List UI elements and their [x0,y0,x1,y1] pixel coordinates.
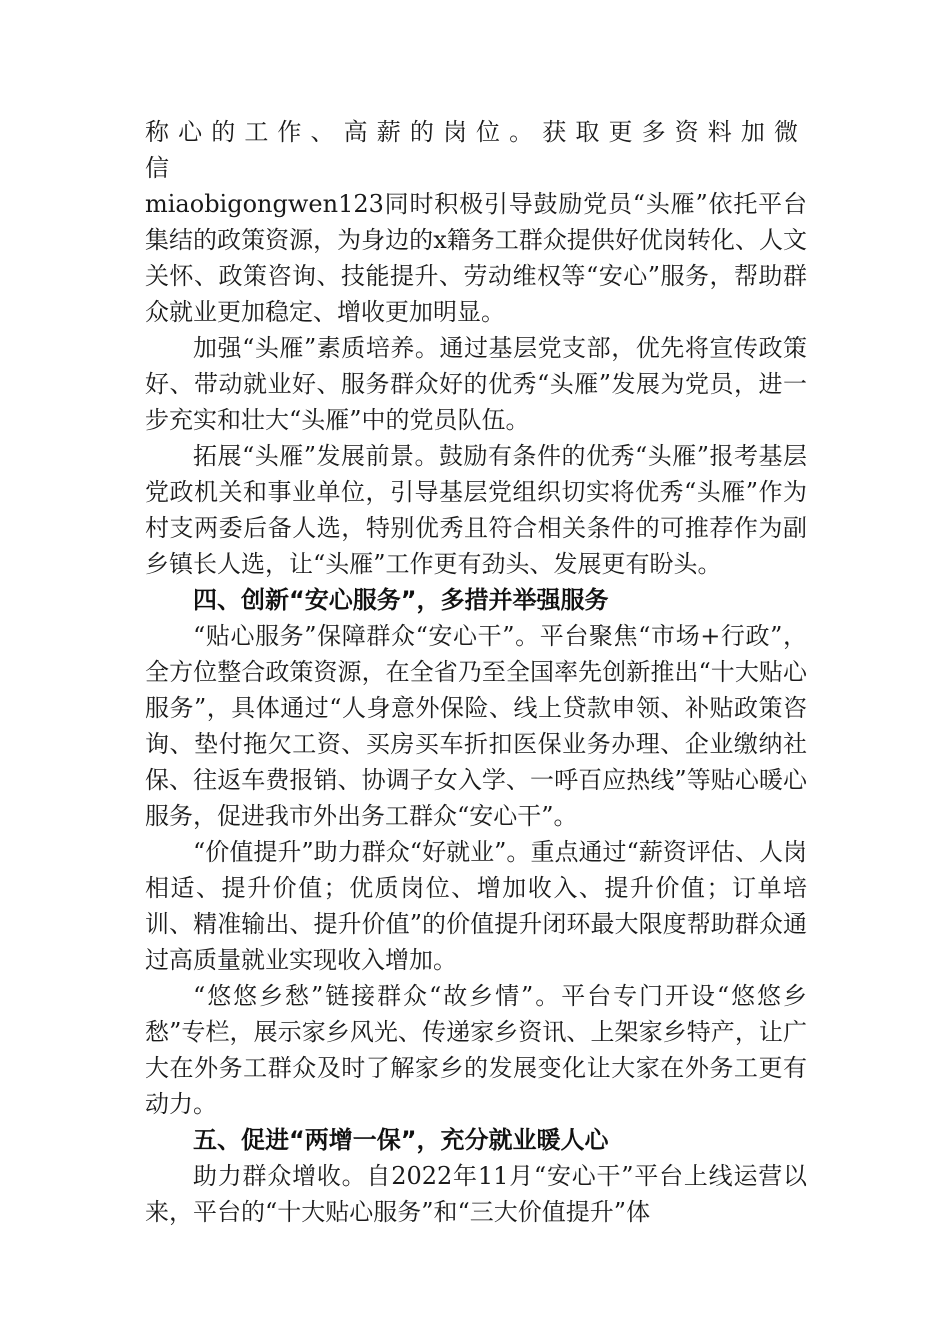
body-paragraph: 助力群众增收。自2022年11月“安心干”平台上线运营以来，平台的“十大贴心服务”和“三大价值提升”体 [145,1162,807,1226]
body-paragraph: 拓展“头雁”发展前景。鼓励有条件的优秀“头雁”报考基层党政机关和事业单位，引导基层党组织切实将优秀“头雁”作为村支两委后备人选，特别优秀且符合相关条件的可推荐作为副乡镇长人选，让“头雁”工作更有劲头、发展更有盼头。 [145,442,807,578]
body-paragraph: 称心的工作、高薪的岗位。获取更多资料加微信 [145,118,807,182]
document-body [145,114,807,1230]
body-paragraph: “价值提升”助力群众“好就业”。重点通过“薪资评估、人岗相适、提升价值；优质岗位、增加收入、提升价值；订单培训、精准输出、提升价值”的价值提升闭环最大限度帮助群众通过高质量就业实现收入增加。 [145,838,807,974]
body-paragraph: “悠悠乡愁”链接群众“故乡情”。平台专门开设“悠悠乡愁”专栏，展示家乡风光、传递家乡资讯、上架家乡特产，让广大在外务工群众及时了解家乡的发展变化让大家在外务工更有动力。 [145,982,807,1118]
section-heading: 四、创新“安心服务”，多措并举强服务 [193,586,609,614]
body-paragraph: miaobigongwen123同时积极引导鼓励党员“头雁”依托平台集结的政策资源，为身边的x籍务工群众提供好优岗转化、人文关怀、政策咨询、技能提升、劳动维权等“安心”服务，帮助群众就业更加稳定、增收更加明显。 [145,190,807,326]
section-heading: 五、促进“两增一保”，充分就业暖人心 [193,1126,609,1154]
body-paragraph: “贴心服务”保障群众“安心干”。平台聚焦“市场+行政”，全方位整合政策资源，在全省乃至全国率先创新推出“十大贴心服务”，具体通过“人身意外保险、线上贷款申领、补贴政策咨询、垫付拖欠工资、买房买车折扣医保业务办理、企业缴纳社保、往返车费报销、协调子女入学、一呼百应热线”等贴心暖心服务，促进我市外出务工群众“安心干”。 [145,622,807,830]
body-paragraph: 加强“头雁”素质培养。通过基层党支部，优先将宣传政策好、带动就业好、服务群众好的优秀“头雁”发展为党员，进一步充实和壮大“头雁”中的党员队伍。 [145,334,807,434]
